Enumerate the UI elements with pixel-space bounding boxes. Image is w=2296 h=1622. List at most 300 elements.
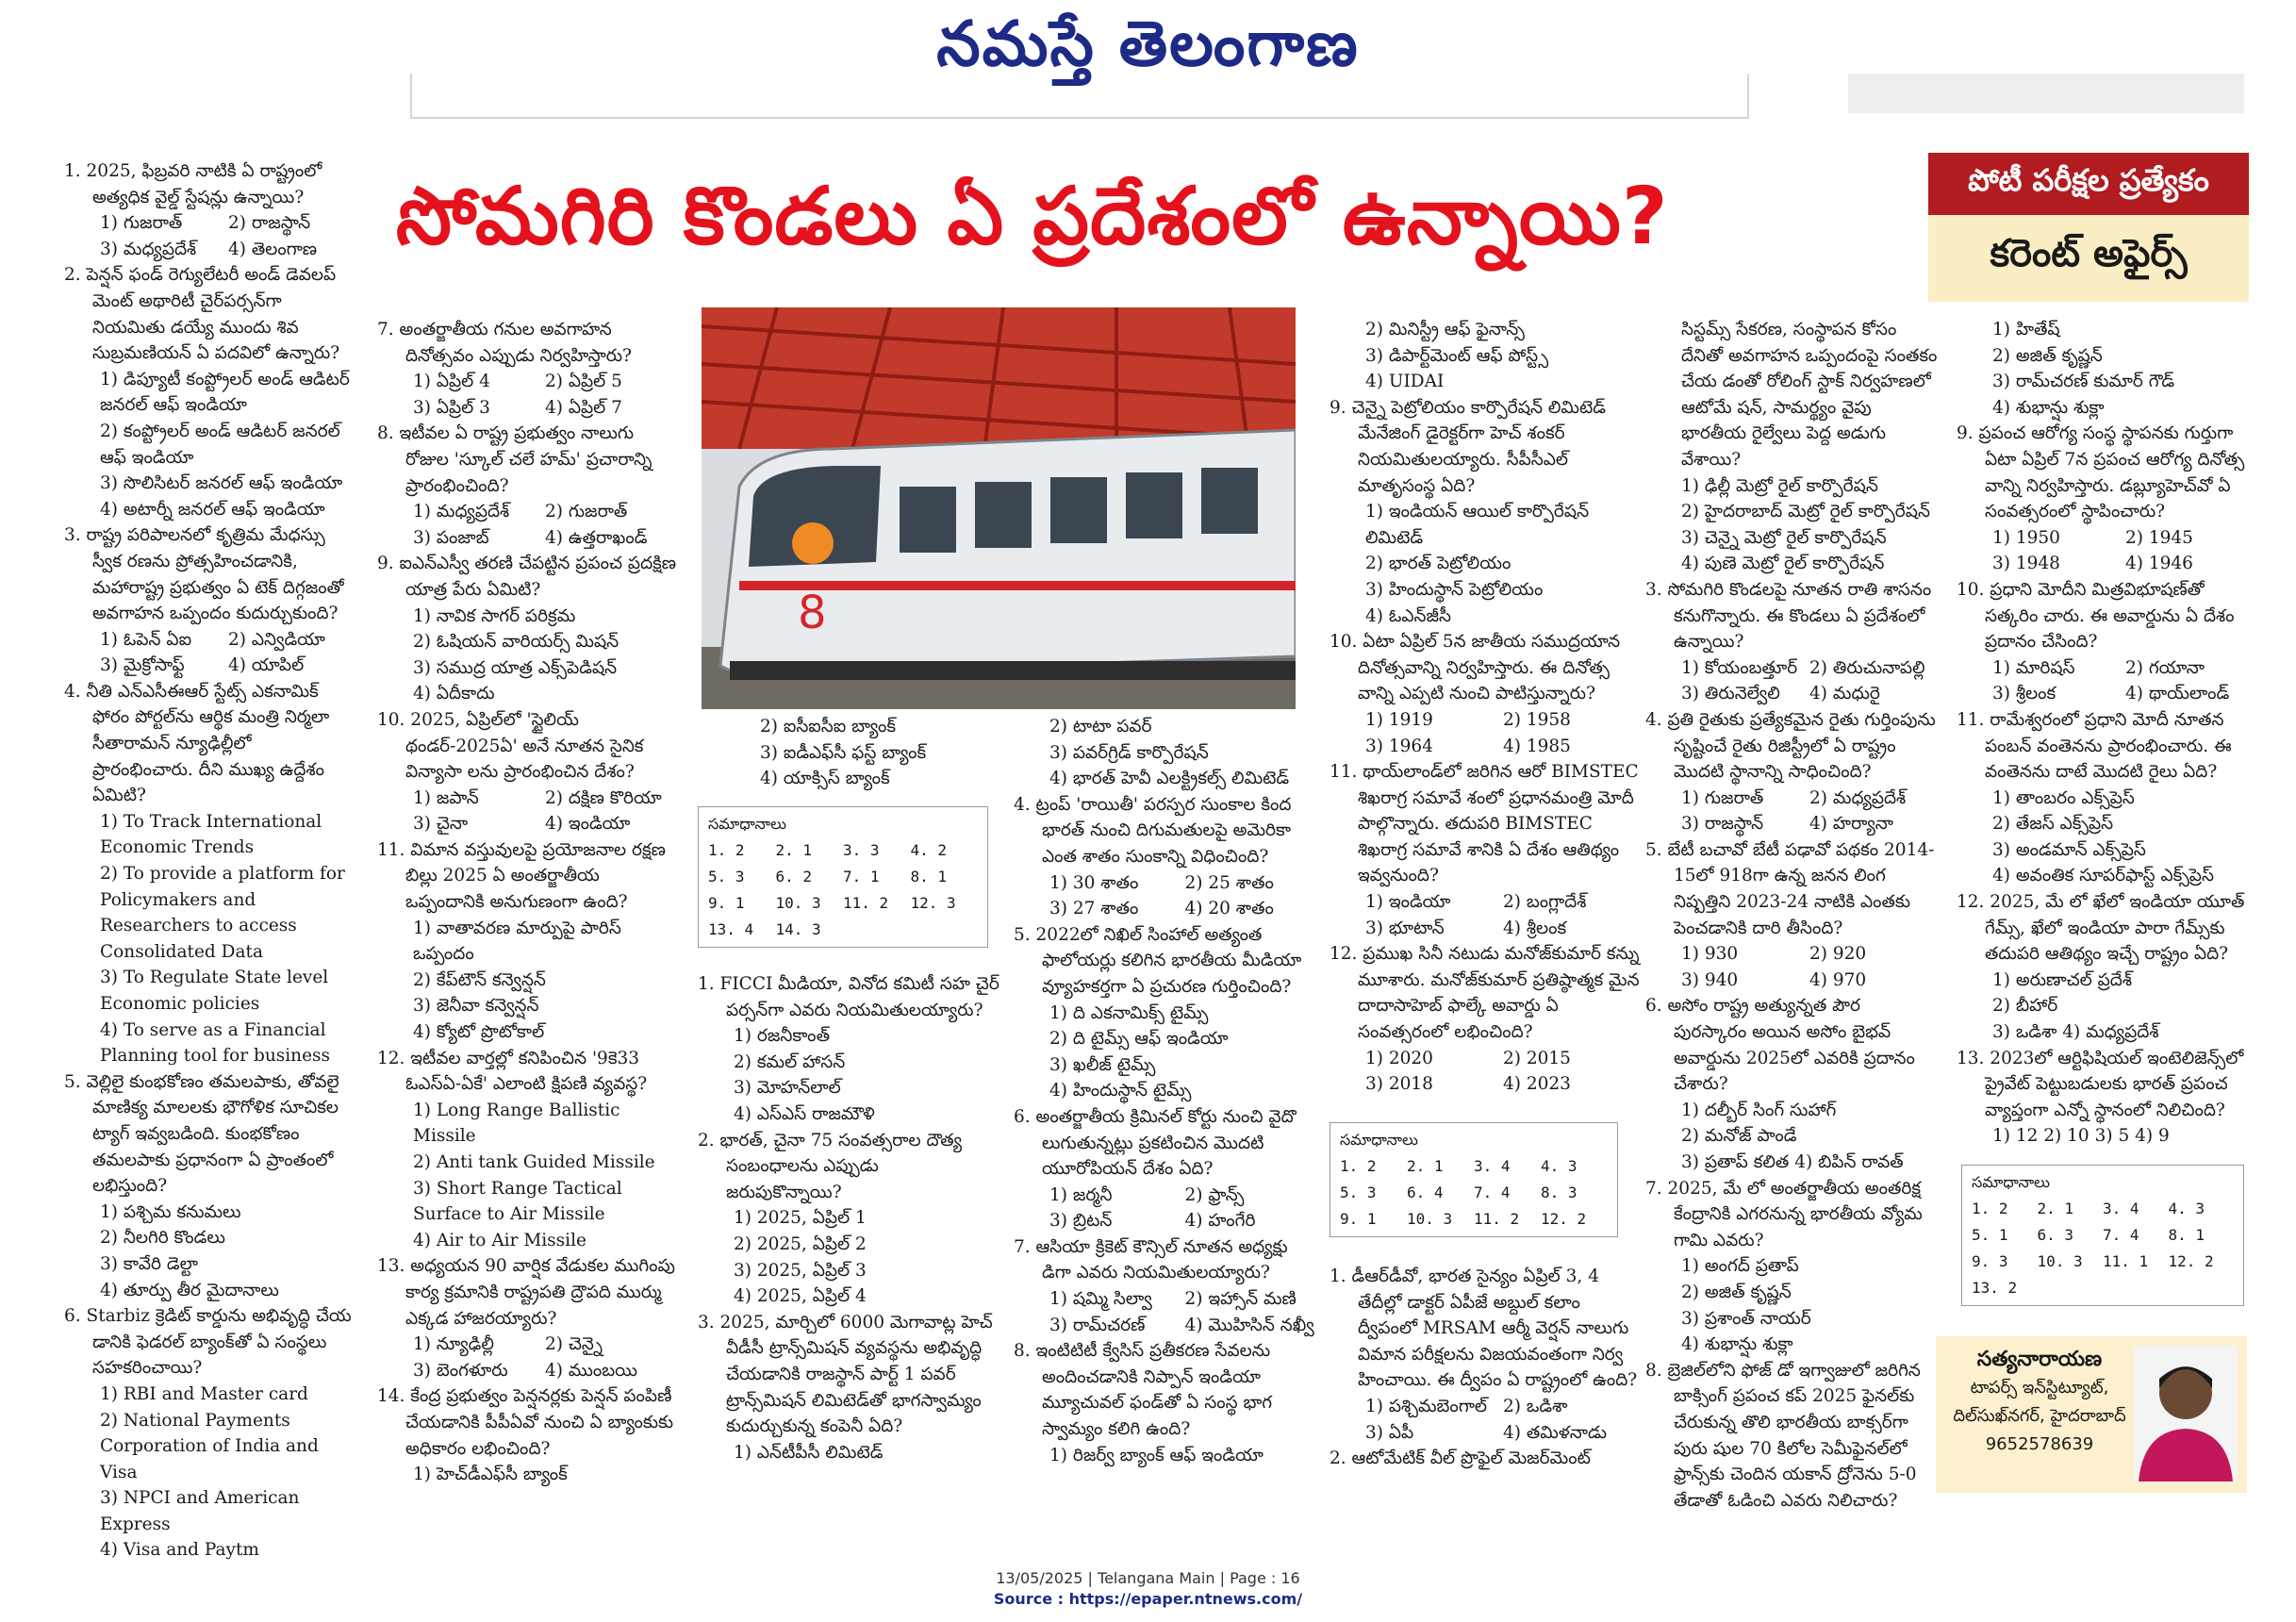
- question: 10. ప్రధాని మోదీని మిత్రవిభూషణ్‌తో సత్కరిం చారు. ఈ అవార్డును ఏ దేశం ప్రదానం చేసింది?: [1957, 579, 2235, 653]
- option: 4) Visa and Paytm: [100, 1540, 259, 1561]
- option-row: [1645, 968, 1938, 994]
- question: 13. అధ్యయన 90 వార్షిక వేడుకల ముగింపు కార్య క్రమానికి రాష్ట్రపతి ద్రౌపది ముర్ము ఎక్కడ హాజరయ్యారు?: [377, 1256, 675, 1329]
- option: 4) ఏదీకాదు: [413, 684, 495, 704]
- question: 3. రాష్ట్ర పరిపాలనలో కృత్రిమ మేధస్సు స్వీక రణను ప్రోత్సహించడానికి, మహారాష్ట్ర ప్రభుత్వం ఏ టెక్ దిగ్గజంతో అవగాహన ఒప్పందం కుదుర్చుకుంది?: [64, 525, 344, 624]
- option: 2) ఓషియన్ వారియర్స్ మిషన్: [413, 632, 619, 653]
- question: 2. భారత్, చైనా 75 సంవత్సరాల దౌత్య సంబంధాలను ఎప్పుడు జరుపుకొన్నాయి?: [698, 1130, 963, 1202]
- option: 1) ఢిల్లీ మెట్రో రైల్ కార్పొరేషన్: [1681, 475, 1878, 496]
- option: 2) ఫ్రాన్స్: [1184, 1184, 1245, 1205]
- option: 1) షమ్మి సిల్వా: [1049, 1289, 1152, 1310]
- answer-cell: 14. 3: [775, 920, 821, 938]
- answer-cell: 10. 3: [775, 894, 821, 912]
- option: 3) మోహన్‌లాల్: [734, 1078, 841, 1099]
- metro-train-photo: [702, 307, 1296, 709]
- option: 4) UIDAI: [1365, 372, 1445, 392]
- option: 3) రాజస్థాన్: [1681, 814, 1764, 835]
- question: 11. విమాన వస్తువులపై ప్రయోజనాల రక్షణ బిల్లు 2025 ఏ అంతర్జాతీయ ఒప్పందానికి అనుగుణంగా ఉంది?: [377, 839, 666, 913]
- option: 3) NPCI and American Express: [100, 1488, 300, 1534]
- option: 3) మైక్రోసాఫ్ట్: [100, 655, 185, 676]
- option: 3) తిరునెల్వేలి: [1681, 684, 1780, 704]
- column-5-bottom: [1330, 1264, 1641, 1472]
- footer-date-page: 13/05/2025 | Telangana Main | Page : 16: [996, 1569, 1300, 1587]
- option: 2) 25 శాతం: [1184, 872, 1274, 893]
- page-footer: [0, 1568, 2296, 1610]
- option: 4) శుభాన్షు శుక్లా: [1992, 397, 2105, 418]
- option: 4) శ్రీలంక: [1503, 918, 1567, 938]
- option: 1) గుజరాత్: [1681, 787, 1764, 808]
- question: 2. ఆటోమేటిక్ వీల్ ప్రొఫైల్ మెజర్‌మెంట్: [1330, 1448, 1591, 1469]
- option: 1) న్యూఢిల్లీ: [413, 1334, 494, 1355]
- section-badge: [1928, 153, 2249, 302]
- column-3: [698, 971, 999, 1465]
- option: 2) ది టైమ్స్ ఆఫ్ ఇండియా: [1049, 1029, 1229, 1050]
- question: 9. ఐఎన్ఎస్వీ తరణి చేపట్టిన ప్రపంచ ప్రదక్షిణ యాత్ర పేరు ఏమిటి?: [377, 554, 677, 600]
- option: 2) తిరుచునాపల్లి: [1809, 657, 1925, 678]
- option-row: [377, 811, 677, 837]
- option: 3) ఖలీజ్ టైమ్స్: [1049, 1054, 1156, 1075]
- question: 5. వెల్లిలై కుంభకోణం తమలపాకు, తోవలై మాణిక్య మాలలకు భౌగోళిక సూచికల ట్యాగ్ ఇవ్వబడింది. కుంభకోణం తమలపాకు ప్రధానంగా ఏ ప్రాంతంలో లభిస్తుంది?: [64, 1071, 339, 1197]
- option: 2) రాజస్థాన్: [228, 213, 311, 234]
- option-row: [1014, 1286, 1320, 1313]
- badge-top: పోటీ పరీక్షల ప్రత్యేకం: [1928, 153, 2249, 215]
- option: 2) ఐసీఐసీఐ బ్యాంక్: [760, 717, 897, 737]
- author-name: సత్యనారాయణ: [1976, 1348, 2103, 1371]
- option: 3) ఐడీఎఫ్‌సీ ఫస్ట్ బ్యాంక్: [760, 742, 927, 763]
- answer-cell: 5. 3: [1340, 1183, 1377, 1201]
- option: 1) పశ్చిమబెంగాల్: [1365, 1396, 1487, 1416]
- option: 2) ఒడిశా: [1503, 1396, 1568, 1416]
- answer-cell: 9. 3: [1972, 1252, 2008, 1270]
- question: 10. 2025, ఏప్రిల్‌లో 'స్టైలియ్ థండర్-2025ఏ' అనే నూతన సైనిక విన్యాసా లను ప్రారంభించిన దేశం?: [377, 709, 644, 783]
- headline: సోమగిరి కొండలు ఏ ప్రదేశంలో ఉన్నాయి?: [396, 170, 1669, 262]
- answer-cell: 12. 2: [2168, 1252, 2214, 1270]
- option: 3) 2025, ఏప్రిల్ 3: [734, 1260, 867, 1281]
- option: 2) మధ్యప్రదేశ్: [1809, 787, 1907, 808]
- answers-title: సమాధానాలు: [1972, 1173, 2050, 1191]
- option: 4) ఉత్తరాఖండ్: [545, 527, 648, 548]
- question: 8. ఇంటిటిటీ క్వేసిస్ ప్రతీకరణ సేవలను అందించడానికి నిప్పాన్ ఇండియా మ్యూచువల్ ఫండ్‌తో ఏ సంస్థ భాగ స్వామ్యం కలిగి ఉంది?: [1014, 1341, 1273, 1440]
- option: 2) కమల్ హాసన్: [734, 1051, 846, 1072]
- option: 1) నావిక సాగర్ పరిక్రమ: [413, 605, 576, 626]
- option: 1) డిప్యూటీ కంప్ట్రోలర్ అండ్ ఆడిటర్ జనరల్ ఆఫ్ ఇండియా: [100, 369, 350, 416]
- option: 1) కోయంబత్తూర్: [1681, 657, 1798, 678]
- answer-cell: 1. 2: [708, 841, 745, 859]
- option: 3) 27 శాతం: [1049, 899, 1139, 919]
- option: 4) భారత్ హెవీ ఎలక్ట్రికల్స్ లిమిటెడ్: [1049, 769, 1290, 789]
- answer-cell: 13. 4: [708, 920, 754, 938]
- option: 3) డిపార్ట్‌మెంట్ ఆఫ్ పోస్ట్స్: [1365, 345, 1549, 366]
- option: 4) ఇండియా: [545, 814, 631, 835]
- option: 1) ఓపెన్ ఏఐ: [100, 629, 192, 650]
- option: 3) 1964: [1365, 736, 1433, 756]
- column-6: [1645, 317, 1938, 1514]
- option: 2) To provide a platform for Policymakers and Researchers to access Consolidated Data: [100, 864, 345, 962]
- option-row: [1014, 1183, 1320, 1209]
- column-3-top: [724, 714, 1007, 792]
- answer-cell: 1. 2: [1340, 1157, 1377, 1175]
- option: 4) క్యోటో ప్రొటోకాల్: [413, 1022, 545, 1043]
- option: 1) జపాన్: [413, 787, 479, 808]
- top-strip: [66, 74, 1810, 119]
- option: 1) వాతావరణ మార్పుపై పారిస్ ఒప్పందం: [413, 918, 621, 965]
- question: 4. ట్రంప్ 'రాయితీ' పరస్పర సుంకాల కింద భారత్ నుంచి దిగుమతులపై అమెరికా ఎంత శాతం సుంకాన్ని విధించింది?: [1014, 794, 1292, 867]
- answers-grid: [1340, 1153, 1608, 1233]
- option-row: [377, 395, 677, 422]
- option: 1) 2020: [1365, 1048, 1433, 1068]
- option: 1) ఏప్రిల్ 4: [413, 372, 490, 392]
- option: 1) తాంబరం ఎక్స్‌ప్రెస్: [1992, 787, 2135, 808]
- option: 1) 2025, ఏప్రిల్ 1: [734, 1208, 867, 1229]
- question: 6. అంతర్జాతీయ క్రిమినల్ కోర్టు నుంచి వైదొ లుగుతున్నట్లు ప్రకటించిన మొదటి యూరోపియన్ దేశం ఏది?: [1014, 1106, 1297, 1180]
- option-row: [1645, 655, 1938, 682]
- svg-text:8: 8: [798, 587, 827, 639]
- answer-cell: 8. 1: [2168, 1226, 2205, 1244]
- option: 1) RBI and Master card: [100, 1383, 308, 1404]
- option: 4) 1985: [1503, 736, 1571, 756]
- option: 2) 1958: [1503, 709, 1571, 730]
- option-row: [1645, 681, 1938, 707]
- question: 2. పెన్షన్ ఫండ్ రెగ్యులేటరీ అండ్ డెవలప్ మెంట్ అథారిటీ చైర్‌పర్సన్‌గా నియమితు డయ్యే ముందు శివ సుబ్రమణియన్ ఏ పదవిలో ఉన్నారు?: [64, 265, 340, 364]
- column-5: [1330, 317, 1641, 1098]
- option-row: [1957, 681, 2258, 707]
- option: 4) Air to Air Missile: [413, 1230, 586, 1250]
- option: 1) గుజరాత్: [100, 213, 183, 234]
- question: 9. చెన్నై పెట్రోలియం కార్పొరేషన్ లిమిటెడ్ మేనేజింగ్ డైరెక్టర్‌గా హెచ్ శంకర్ నియమితులయ్యారు. సీపీసీఎల్ మాతృసంస్థ ఏది?: [1330, 397, 1606, 496]
- option: 3) 1948: [1992, 554, 2060, 574]
- question: 9. ప్రపంచ ఆరోగ్య సంస్థ స్థాపనకు గుర్తుగా ఏటా ఏప్రిల్ 7న ప్రపంచ ఆరోగ్య దినోత్స వాన్ని నిర్వహిస్తారు. డబ్ల్యూహెచ్‌వో ఏ సంవత్సరంలో స్థాపించారు?: [1957, 423, 2245, 522]
- option: 1) To Track International Economic Trends: [100, 811, 322, 858]
- option: 4) ముంబయి: [545, 1360, 637, 1381]
- option-row: [1330, 1394, 1641, 1420]
- option: 4) హిందుస్థాన్ టైమ్స్: [1049, 1081, 1192, 1101]
- option: 1) ది ఎకనామిక్స్ టైమ్స్: [1049, 1002, 1209, 1023]
- option: 2) Anti tank Guided Missile: [413, 1152, 655, 1172]
- option-row: [1957, 551, 2258, 577]
- column-1: [64, 158, 356, 1564]
- top-grey-box: [1848, 74, 2244, 113]
- option-row: [64, 210, 356, 237]
- author-place: దిల్‌సుఖ్‌నగర్, హైదరాబాద్: [1953, 1406, 2126, 1426]
- option-row: [1014, 870, 1320, 897]
- option: 1) Long Range Ballistic Missile: [413, 1100, 620, 1147]
- option: 1) మారిషస్: [1992, 657, 2075, 678]
- answer-cell: 6. 2: [775, 868, 813, 885]
- option-row: [64, 653, 356, 679]
- badge-bottom: కరెంట్ అఫైర్స్: [1928, 215, 2249, 302]
- option: 4) ఎస్ఎస్ రాజమౌళి: [734, 1103, 875, 1124]
- answer-cell: 11. 1: [2103, 1252, 2149, 1270]
- answers-box-2: [1330, 1122, 1618, 1237]
- question: 11. థాయ్‌లాండ్‌లో జరిగిన ఆరో BIMSTEC శిఖరాగ్ర సమావే శంలో ప్రధానమంత్రి మోదీ పాల్గొన్నారు. తదుపరి BIMSTEC శిఖరాగ్ర సమావే శానికి ఏ దేశం ఆతిథ్యం ఇవ్వనుంది?: [1330, 762, 1639, 886]
- question: 7. 2025, మే లో అంతర్జాతీయ అంతరిక్ష కేంద్రానికి ఎగరనున్న భారతీయ వ్యోమ గామి ఎవరు?: [1645, 1178, 1923, 1250]
- answer-cell: 11. 2: [1474, 1210, 1520, 1228]
- option: 3) To Regulate State level Economic policies: [100, 968, 329, 1014]
- option: 3) భూటాన్: [1365, 918, 1445, 938]
- answers-box-3: [1961, 1165, 2244, 1306]
- option: 2) మినిస్ట్రీ ఆఫ్ ఫైనాన్స్: [1365, 320, 1525, 339]
- answer-cell: 2. 1: [775, 841, 813, 859]
- author-box: [1936, 1336, 2247, 1493]
- answer-cell: 1. 2: [1972, 1200, 2008, 1217]
- option: 1) 1950: [1992, 527, 2060, 548]
- option-row: [1014, 1208, 1320, 1234]
- option: 1) ఇండియన్ ఆయిల్ కార్పొరేషన్ లిమిటెడ్: [1365, 502, 1590, 548]
- option-row: [1330, 889, 1641, 916]
- question: 8. బ్రెజిల్‌లోని ఫోజ్ డో ఇగ్వాజులో జరిగిన బాక్సింగ్ ప్రపంచ కప్ 2025 ఫైనల్‌కు చేరుకున్న తొలి భారతీయ బాక్సర్‌గా పురు షుల 70 కిలోల సెమీఫైనల్‌లో ఫ్రాన్స్‌కు చెందిన యకాన్ ద్రోనెను 5-0 తేడాతో ఓడించి ఎవరు నిలిచారు?: [1645, 1360, 1921, 1511]
- option: 1) 30 శాతం: [1049, 872, 1139, 893]
- question: 7. అంతర్జాతీయ గనుల అవగాహన దినోత్సవం ఎప్పుడు నిర్వహిస్తారు?: [377, 320, 632, 366]
- option: 1) జర్మనీ: [1049, 1184, 1113, 1205]
- option: 1) పశ్చిమ కనుమలు: [100, 1201, 241, 1222]
- option: 2) హైదరాబాద్ మెట్రో రైల్ కార్పొరేషన్: [1681, 502, 1930, 522]
- question: 1. 2025, ఫిబ్రవరి నాటికి ఏ రాష్ట్రంలో అత్యధిక వైల్డ్ స్టేషన్లు ఉన్నాయి?: [64, 161, 322, 207]
- option-row: [1330, 1071, 1641, 1098]
- option: 1) హితేష్: [1992, 320, 2060, 339]
- answer-cell: 12. 3: [910, 894, 956, 912]
- option: 3) చైనా: [413, 814, 469, 835]
- option: 1) 12 2) 10 3) 5 4) 9: [1992, 1126, 2170, 1147]
- question: 12. ఇటీవల వార్తల్లో కనిపించిన '9కె33 ఓఎస్ఏ-ఏకే' ఎలాంటి క్షిపణి వ్యవస్థ?: [377, 1048, 648, 1095]
- option-row: [1330, 916, 1641, 942]
- option: 2) చెన్నై: [545, 1334, 603, 1355]
- option: 2) టాటా పవర్: [1049, 717, 1152, 737]
- option: 3) 2018: [1365, 1074, 1433, 1095]
- option-row: [64, 627, 356, 654]
- option-row: [1330, 734, 1641, 760]
- option: 4) తెలంగాణ: [228, 239, 318, 259]
- option: 2) 2015: [1503, 1048, 1571, 1068]
- answer-cell: 5. 3: [708, 868, 745, 885]
- option: 2) తేజస్ ఎక్స్‌ప్రెస్: [1992, 814, 2114, 835]
- author-org: టాపర్స్ ఇన్‌స్టిట్యూట్,: [1970, 1378, 2109, 1398]
- option: 1) అంగద్ ప్రతాప్: [1681, 1256, 1799, 1277]
- answer-cell: 7. 4: [2103, 1226, 2139, 1244]
- option: 4) తూర్పు తీర మైదానాలు: [100, 1280, 279, 1300]
- question: 14. కేంద్ర ప్రభుత్వం పెన్షనర్లకు పెన్షన్ పంపిణీ చేయడానికి పీపీఏవో నుంచి ఏ బ్యాంకుకు అధికారం లభించింది?: [377, 1386, 674, 1459]
- option: 1) ఇండియా: [1365, 892, 1451, 913]
- answer-cell: 12. 2: [1541, 1210, 1587, 1228]
- question: 1. FICCI మీడియా, వినోద కమిటీ సహ చైర్ పర్సన్‌గా ఎవరు నియమితులయ్యారు?: [698, 974, 999, 1020]
- option: 3) రామ్‌చరణ్ కుమార్ గౌడ్: [1992, 372, 2175, 392]
- answer-cell: 11. 2: [843, 894, 889, 912]
- option: 4) థాయ్‌లాండ్: [2125, 684, 2230, 704]
- option-row: [1330, 1046, 1641, 1072]
- option: 2) కంప్ట్రోలర్ అండ్ ఆడిటర్ జనరల్ ఆఫ్ ఇండియా: [100, 421, 340, 468]
- option: 4) To serve as a Financial Planning tool for business: [100, 1019, 331, 1067]
- answer-cell: 7. 4: [1474, 1183, 1511, 1201]
- option: 4) అటార్నీ జనరల్ ఆఫ్ ఇండియా: [100, 499, 325, 520]
- option: 1) 1919: [1365, 709, 1433, 730]
- option: 2) National Payments Corporation of India and Visa: [100, 1410, 319, 1482]
- question: 7. ఆసియా క్రికెట్ కౌన్సిల్ నూతన అధ్యక్షు డిగా ఎవరు నియమితులయ్యారు?: [1014, 1236, 1288, 1283]
- option: 3) చెన్నై మెట్రో రైల్ కార్పొరేషన్: [1681, 527, 1887, 548]
- option: 4) అవంతిక సూపర్‌ఫాస్ట్ ఎక్స్‌ప్రెస్: [1992, 866, 2214, 886]
- option: 3) ఏపీ: [1365, 1422, 1414, 1443]
- option: 3) పంజాబ్: [413, 527, 489, 548]
- answer-cell: 10. 3: [2037, 1252, 2083, 1270]
- option: 3) శ్రీలంక: [1992, 684, 2056, 704]
- question: 5. 2022లో నిఖిల్ సింహాల్ అత్యంత ఫాలోయర్లు కలిగిన భారతీయ మీడియా వ్యూహకర్తగా ఏ ప్రచురణ గుర్తించింది?: [1014, 924, 1302, 997]
- option: 3) సొలిసిటర్ జనరల్ ఆఫ్ ఇండియా: [100, 473, 343, 494]
- option-row: [377, 786, 677, 812]
- option: 4) తమిళనాడు: [1503, 1422, 1608, 1443]
- option: 2) 2025, ఏప్రిల్ 2: [734, 1233, 867, 1254]
- answer-cell: 8. 3: [1541, 1183, 1577, 1201]
- option: 1) ఎన్‌టీపీసీ లిమిటెడ్: [734, 1442, 884, 1463]
- question: 4. ప్రతి రైతుకు ప్రత్యేకమైన రైతు గుర్తింపును సృష్టించే రైతు రిజిస్ట్రీలో ఏ రాష్ట్రం మొదటి స్థానాన్ని సాధించింది?: [1645, 709, 1936, 783]
- option: 4) హర్యానా: [1809, 814, 1894, 835]
- option: 4) 970: [1809, 969, 1867, 990]
- option: 2) గయానా: [2125, 657, 2205, 678]
- answer-cell: 4. 2: [910, 841, 948, 859]
- top-ad-frame: [410, 74, 1749, 119]
- option: 2) భారత్ పెట్రోలియం: [1365, 554, 1511, 574]
- option: 4) మొహిసిన్ నఖ్వీ: [1184, 1315, 1314, 1335]
- option: 2) బీహార్: [1992, 996, 2058, 1017]
- option: 3) అండమాన్ ఎక్స్‌ప్రెస్: [1992, 839, 2146, 860]
- question: 4. నీతి ఎన్ఎసీఈఆర్ స్టేట్స్ ఎకనామిక్ ఫోరం పోర్టల్‌ను ఆర్థిక మంత్రి నిర్మలా సీతారామన్ న్యూఢిల్లీలో ప్రారంభించారు. దీని ముఖ్య ఉద్దేశం ఏమిటి?: [64, 681, 330, 806]
- option: 2) 1945: [2125, 527, 2193, 548]
- option: 4) యాక్సిస్ బ్యాంక్: [760, 769, 890, 789]
- question: 1. డీఆర్‌డీవో, భారత సైన్యం ఏప్రిల్ 3, 4 తేదీల్లో డాక్టర్ ఏపీజే అబ్దుల్ కలాం ద్వీపంలో MRSAM ఆర్మీ వెర్షన్ నాలుగు విమాన పరీక్షలను విజయవంతంగా నిర్వ హించాయి. ఈ ద్వీపం ఏ రాష్ట్రంలో ఉంది?: [1330, 1266, 1638, 1391]
- question: 8. ఇటీవల ఏ రాష్ట్ర ప్రభుత్వం నాలుగు రోజుల 'స్కూల్ చలే హమ్' ప్రచారాన్ని ప్రారంభించింది?: [377, 423, 652, 496]
- option: 2) దక్షిణ కొరియా: [545, 787, 662, 808]
- question: 6. అసోం రాష్ట్ర అత్యున్నత పౌర పురస్కారం అయిన అసోం బైభవ్ అవార్డును 2025లో ఎవరికి ప్రదానం చేశారు?: [1645, 996, 1915, 1095]
- option: 3) ప్రశాంత్ నాయర్: [1681, 1308, 1811, 1329]
- question: 3. సోమగిరి కొండలపై నూతన రాతి శాసనం కనుగొన్నారు. ఈ కొండలు ఏ ప్రదేశంలో ఉన్నాయి?: [1645, 579, 1932, 653]
- question: 6. Starbiz క్రెడిట్ కార్డును అభివృద్ధి చేయ డానికి ఫెడరల్ బ్యాంక్‌తో ఏ సంస్థలు సహకరించాయి?: [64, 1306, 352, 1379]
- option: 1) మధ్యప్రదేశ్: [413, 502, 510, 522]
- option: 2) ఏప్రిల్ 5: [545, 372, 622, 392]
- option: 3) 940: [1681, 969, 1739, 990]
- question: 13. 2023లో ఆర్టిఫిషియల్ ఇంటెలిజెన్స్‌లో ప్రైవేట్ పెట్టుబడులకు భారత్ ప్రపంచ వ్యాప్తంగా ఎన్నో స్థానంలో నిలిచింది?: [1957, 1048, 2244, 1120]
- answer-cell: 4. 3: [2168, 1200, 2205, 1217]
- option-row: [377, 1332, 677, 1358]
- option: 1) 930: [1681, 944, 1739, 965]
- answer-cell: 9. 1: [708, 894, 745, 912]
- question: 10. ఏటా ఏప్రిల్ 5న జాతీయ సముద్రయాన దినోత్సవాన్ని నిర్వహిస్తారు. ఈ దినోత్స వాన్ని ఎప్పటి నుంచి పాటిస్తున్నారు?: [1330, 632, 1621, 704]
- option: 3) మధ్యప్రదేశ్: [100, 239, 197, 259]
- option-row: [377, 499, 677, 525]
- question: 5. బేటీ బచావో బేటీ పఢావో పథకం 2014-15లో 918గా ఉన్న జనన లింగ నిష్పత్తిని 2023-24 నాటికి ఎంతకు పెంచడానికి దారి తీసింది?: [1645, 839, 1935, 938]
- answer-cell: 7. 1: [843, 868, 880, 885]
- option: 4) 1946: [2125, 554, 2193, 574]
- question: 11. రామేశ్వరంలో ప్రధాని మోదీ నూతన పంబన్ వంతెనను ప్రారంభించారు. ఈ వంతెనను దాటే మొదటి రైలు ఏది?: [1957, 709, 2232, 783]
- option-row: [1645, 941, 1938, 968]
- option: 1) హెచ్‌డీఎఫ్‌సీ బ్యాంక్: [413, 1465, 568, 1485]
- option: 2) అజిత్ కృష్ణన్: [1681, 1282, 1792, 1302]
- option: 3) సముద్ర యాత్ర ఎక్స్‌పెడిషన్: [413, 657, 618, 678]
- question: 12. 2025, మే లో ఖేలో ఇండియా యూత్ గేమ్స్, ఖేలో ఇండియా పారా గేమ్స్‌కు తదుపరి ఆతిథ్యం ఇచ్చే రాష్ట్రం ఏది?: [1957, 892, 2245, 965]
- author-photo: [2134, 1346, 2238, 1481]
- option: 4) 20 శాతం: [1184, 899, 1274, 919]
- column-2: [377, 317, 677, 1488]
- answer-cell: 13. 2: [1972, 1279, 2018, 1297]
- option: 3) Short Range Tactical Surface to Air Missile: [413, 1178, 622, 1225]
- option: 4) యాపిల్: [228, 655, 305, 676]
- option-row: [1957, 525, 2258, 552]
- option-row: [1645, 786, 1938, 812]
- option: 4) మధురై: [1809, 684, 1880, 704]
- option: 4) ఏప్రిల్ 7: [545, 397, 622, 418]
- answer-cell: 8. 1: [910, 868, 948, 885]
- option-row: [1957, 655, 2258, 682]
- option-row: [377, 369, 677, 395]
- option: 1) రిజర్వ్ బ్యాంక్ ఆఫ్ ఇండియా: [1049, 1445, 1264, 1465]
- question: 12. ప్రముఖ సినీ నటుడు మనోజ్‌కుమార్ కన్ను మూశారు. మనోజ్‌కుమార్ ప్రతిష్ఠాత్మక మైన దాదాసాహెబ్ ఫాల్కే అవార్డు ఏ సంవత్సరంలో లభించింది?: [1330, 944, 1640, 1043]
- answers-title: సమాధానాలు: [708, 815, 786, 833]
- option: 2) ఇహ్సాన్ మణి: [1184, 1289, 1297, 1310]
- answers-grid: [708, 837, 978, 943]
- option-row: [1330, 707, 1641, 734]
- option: 3) పవర్‌గ్రిడ్ కార్పొరేషన్: [1049, 742, 1209, 763]
- answer-cell: 3. 4: [2103, 1200, 2139, 1217]
- option-row: [377, 525, 677, 552]
- option: 2) నీలగిరి కొండలు: [100, 1228, 225, 1249]
- option: 3) కావేరి డెల్టా: [100, 1253, 198, 1274]
- author-phone: 9652578639: [1985, 1434, 2094, 1454]
- option: 4) 2023: [1503, 1074, 1571, 1095]
- option: 2) గుజరాత్: [545, 502, 628, 522]
- answer-cell: 3. 4: [1474, 1157, 1511, 1175]
- option: 4) శుభాన్షు శుక్లా: [1681, 1334, 1793, 1355]
- answer-cell: 4. 3: [1541, 1157, 1577, 1175]
- answer-cell: 6. 3: [2037, 1226, 2074, 1244]
- option: 3) బ్రిటన్: [1049, 1211, 1113, 1232]
- answer-cell: 2. 1: [2037, 1200, 2074, 1217]
- option: 2) ఎన్విడియా: [228, 629, 325, 650]
- answer-cell: 5. 1: [1972, 1226, 2008, 1244]
- question: 3. 2025, మార్చిలో 6000 మెగావాట్ల హెచ్ వీడీసీ ట్రాన్స్‌మిషన్ వ్యవస్థను అభివృద్ధి చేయడానికి రాజస్థాన్ పార్ట్ 1 పవర్ ట్రాన్స్‌మిషన్ లిమిటెడ్‌తో భాగస్వామ్యం కుదుర్చుకున్న కంపెనీ ఏది?: [698, 1312, 993, 1437]
- option: 3) ఏప్రిల్ 3: [413, 397, 490, 418]
- answer-cell: 10. 3: [1407, 1210, 1453, 1228]
- option: సిస్టమ్స్ సేకరణ, సంస్థాపన కోసం దేనితో అవగాహన ఒప్పందంపై సంతకం చేయ డంతో రోలింగ్ స్టాక్ నిర్వహణలో ఆటోమే షన్, సామర్థ్యం వైపు భారతీయ రైల్వేలు పెద్ద అడుగు వేశాయి?: [1681, 320, 1938, 470]
- option: 3) బెంగళూరు: [413, 1360, 508, 1381]
- option: 4) ఓఎన్‌జీసీ: [1365, 605, 1452, 626]
- masthead: నమస్తే తెలంగాణ: [936, 8, 1360, 80]
- option: 3) జెనీవా కన్వెన్షన్: [413, 996, 539, 1017]
- option: 1) రజనీకాంత్: [734, 1026, 830, 1047]
- answers-grid: [1972, 1196, 2234, 1301]
- option: 4) హంగేరి: [1184, 1211, 1256, 1232]
- option-row: [1645, 811, 1938, 837]
- answer-cell: 2. 1: [1407, 1157, 1444, 1175]
- answer-cell: 9. 1: [1340, 1210, 1377, 1228]
- answers-title: సమాధానాలు: [1340, 1131, 1418, 1149]
- column-4: [1014, 714, 1320, 1468]
- option-row: [64, 237, 356, 263]
- option-row: [1014, 1313, 1320, 1339]
- footer-source: Source : https://epaper.ntnews.com/: [993, 1590, 1303, 1608]
- column-7: [1957, 317, 2258, 1150]
- answer-cell: 3. 3: [843, 841, 880, 859]
- option: 4) పుణె మెట్రో రైల్ కార్పొరేషన్: [1681, 554, 1885, 574]
- option: 4) 2025, ఏప్రిల్ 4: [734, 1286, 867, 1307]
- option-row: [377, 1358, 677, 1384]
- option: 3) రామ్‌చరణ్: [1049, 1315, 1146, 1335]
- option: 3) ప్రతాప్ కలిత 4) బిపిన్ రావత్: [1681, 1152, 1904, 1172]
- option-row: [1330, 1420, 1641, 1447]
- option: 2) 920: [1809, 944, 1867, 965]
- option: 2) బంగ్లాదేశ్: [1503, 892, 1587, 913]
- option: 2) మనోజ్ పాండే: [1681, 1126, 1797, 1147]
- option: 2) అజిత్ కృష్ణన్: [1992, 345, 2103, 366]
- option: 1) దల్బీర్ సింగ్ సుహాగ్: [1681, 1100, 1837, 1120]
- option: 3) హిందుస్థాన్ పెట్రోలియం: [1365, 579, 1544, 600]
- answers-box-1: [698, 806, 988, 948]
- option: 3) ఒడిశా 4) మధ్యప్రదేశ్: [1992, 1022, 2159, 1043]
- option: 2) కేప్‌టౌన్ కన్వెన్షన్: [413, 969, 546, 990]
